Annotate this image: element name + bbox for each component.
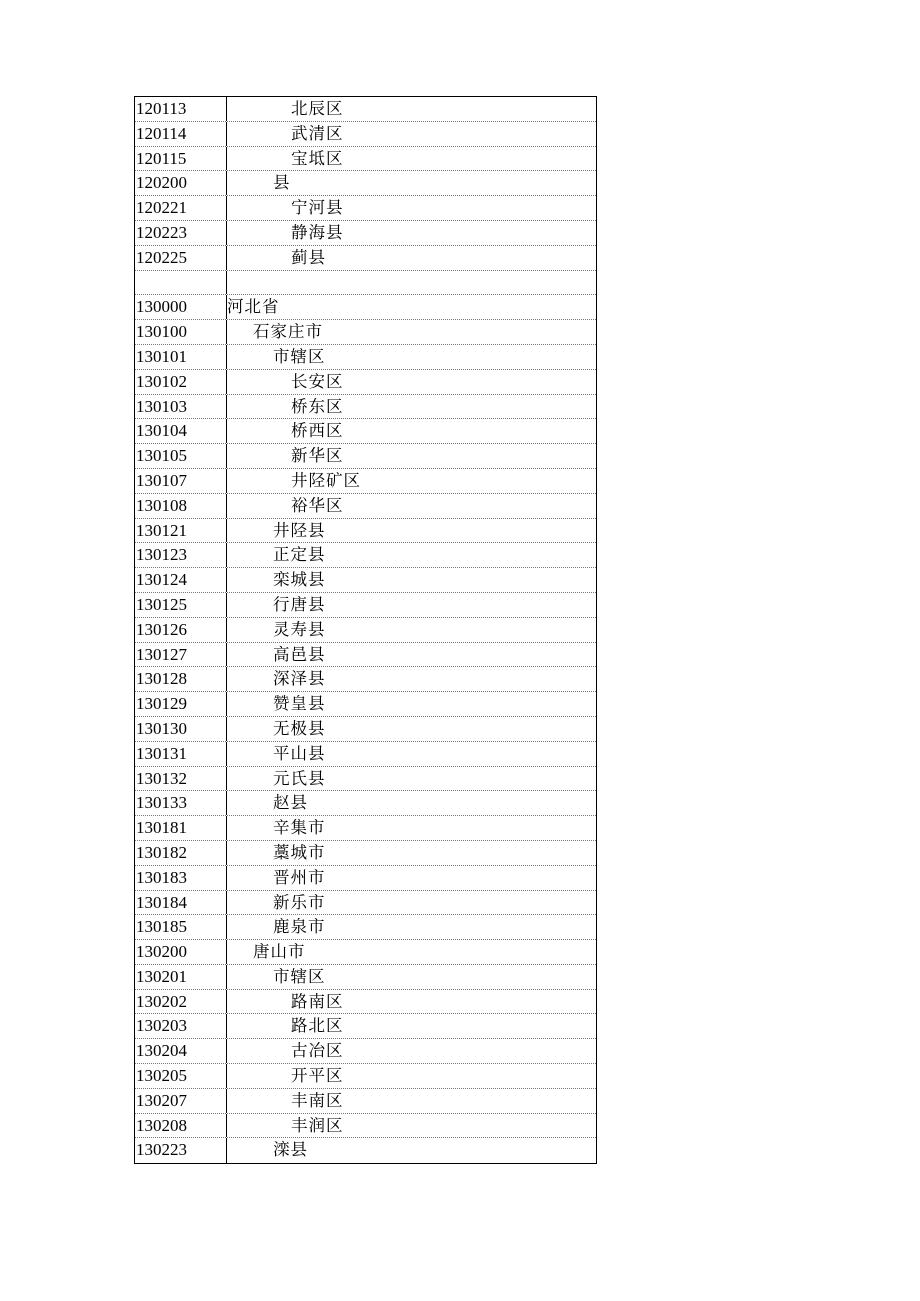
region-code-cell: 120221 [135,196,227,220]
region-name-cell: 深泽县 [273,669,326,689]
region-name-cell: 宝坻区 [291,148,344,168]
region-name-cell: 新乐市 [273,892,326,912]
region-code-cell: 130123 [135,543,227,567]
region-name-cell: 无极县 [273,718,326,738]
table-row [135,320,596,345]
region-code-cell: 130121 [135,519,227,543]
table-row [135,717,596,742]
region-code-cell: 120113 [135,97,227,121]
region-name-cell: 古冶区 [291,1041,344,1061]
region-name-cell: 静海县 [291,222,344,242]
region-code-cell: 130183 [135,866,227,890]
table-row [135,618,596,643]
region-code-cell: 130204 [135,1039,227,1063]
region-name-cell: 路北区 [291,1016,344,1036]
region-code-cell: 130181 [135,816,227,840]
region-code-cell: 130104 [135,419,227,443]
region-name-cell: 市辖区 [273,966,326,986]
region-code-cell: 120114 [135,122,227,146]
region-name-cell: 井陉县 [273,520,326,540]
region-name-cell: 武清区 [291,123,344,143]
region-name-cell: 赞皇县 [273,694,326,714]
region-code-cell: 130131 [135,742,227,766]
table-row [135,965,596,990]
region-code-cell: 130201 [135,965,227,989]
region-code-cell: 130108 [135,494,227,518]
region-name-cell: 丰南区 [291,1090,344,1110]
region-name-cell: 唐山市 [253,942,306,962]
table-row [135,891,596,916]
table-row [135,1114,596,1139]
region-name-cell: 宁河县 [291,198,344,218]
region-code-cell: 130202 [135,990,227,1014]
region-code-cell: 130105 [135,444,227,468]
table-row [135,1064,596,1089]
region-name-cell: 平山县 [273,743,326,763]
region-name-cell: 晋州市 [273,867,326,887]
region-code-cell: 120225 [135,246,227,270]
region-code-cell: 130182 [135,841,227,865]
region-code-cell: 120200 [135,171,227,195]
region-name-cell: 桥东区 [291,396,344,416]
table-row [135,444,596,469]
region-code-cell: 130107 [135,469,227,493]
region-name-cell: 市辖区 [273,346,326,366]
region-name-cell: 滦县 [273,1140,308,1160]
table-row [135,742,596,767]
table-row [135,990,596,1015]
region-name-cell: 新华区 [291,446,344,466]
region-code-cell: 130127 [135,643,227,667]
table-row [135,295,596,320]
region-code-cell: 130223 [135,1138,227,1163]
table-row [135,419,596,444]
region-code-cell: 130103 [135,395,227,419]
region-name-cell: 河北省 [227,297,280,317]
table-row [135,494,596,519]
region-name-cell: 辛集市 [273,818,326,838]
region-code-cell: 130101 [135,345,227,369]
table-row [135,1014,596,1039]
region-name-cell: 路南区 [291,991,344,1011]
region-code-cell: 130200 [135,940,227,964]
table-row [135,543,596,568]
region-name-cell: 灵寿县 [273,619,326,639]
region-code-cell: 130205 [135,1064,227,1088]
region-name-cell: 蓟县 [291,247,326,267]
region-code-cell: 130132 [135,767,227,791]
region-code-cell: 130184 [135,891,227,915]
region-name-cell: 桥西区 [291,421,344,441]
table-row [135,395,596,420]
region-name-cell: 裕华区 [291,495,344,515]
region-name-cell: 北辰区 [291,99,344,118]
region-name-cell: 藁城市 [273,842,326,862]
region-code-cell: 130133 [135,791,227,815]
table-row [135,469,596,494]
region-name-cell: 鹿泉市 [273,917,326,937]
region-code-cell: 130128 [135,667,227,691]
table-row [135,196,596,221]
region-code-cell: 130130 [135,717,227,741]
region-code-cell: 130207 [135,1089,227,1113]
region-code-cell: 130100 [135,320,227,344]
table-row [135,568,596,593]
region-code-cell: 120115 [135,147,227,171]
region-name-cell: 井陉矿区 [291,470,361,490]
region-name-cell: 开平区 [291,1066,344,1086]
table-row [135,171,596,196]
table-row [135,97,596,122]
table-row [135,370,596,395]
table-row [135,221,596,246]
table-row [135,519,596,544]
table-row [135,593,596,618]
region-name-cell: 高邑县 [273,644,326,664]
region-code-cell: 130185 [135,915,227,939]
region-code-cell: 130124 [135,568,227,592]
region-code-cell: 130125 [135,593,227,617]
region-name-cell: 元氏县 [273,768,326,788]
region-name-cell: 行唐县 [273,594,326,614]
region-code-cell: 130102 [135,370,227,394]
region-code-table [134,96,597,1164]
table-row [135,147,596,172]
region-code-cell: 130203 [135,1014,227,1038]
region-name-cell: 赵县 [273,793,308,813]
table-row [135,915,596,940]
region-name-cell: 石家庄市 [253,322,323,342]
region-code-cell: 130126 [135,618,227,642]
table-row [135,791,596,816]
table-row [135,816,596,841]
region-code-cell [135,271,227,295]
region-code-cell: 130129 [135,692,227,716]
table-row [135,767,596,792]
region-name-cell: 长安区 [291,371,344,391]
region-name-cell: 县 [273,173,291,193]
table-row [135,667,596,692]
region-code-cell: 130208 [135,1114,227,1138]
table-row [135,940,596,965]
table-row [135,866,596,891]
table-row [135,692,596,717]
table-row [135,122,596,147]
region-code-cell: 120223 [135,221,227,245]
table-row [135,1138,596,1163]
table-row [135,1089,596,1114]
table-row [135,271,596,296]
region-name-cell: 栾城县 [273,570,326,590]
table-row [135,345,596,370]
region-name-cell: 丰润区 [291,1115,344,1135]
region-name-cell [227,271,596,295]
region-code-cell: 130000 [135,295,227,319]
table-row [135,643,596,668]
table-row [135,1039,596,1064]
table-row [135,841,596,866]
region-name-cell: 正定县 [273,545,326,565]
table-row [135,246,596,271]
